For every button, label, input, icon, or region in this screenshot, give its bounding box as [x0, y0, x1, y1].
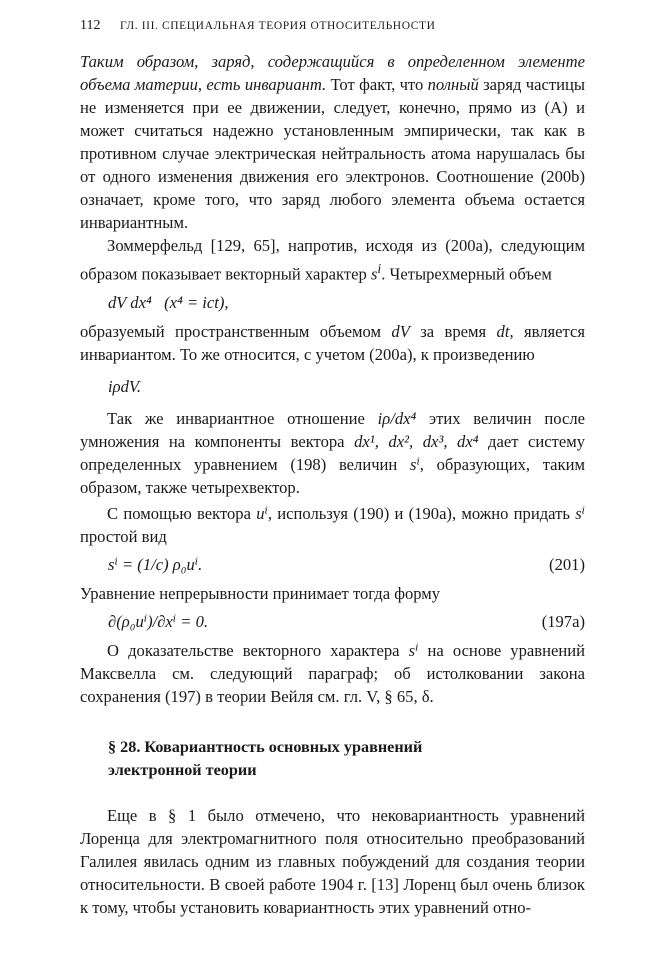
equation-body: ∂(ρ₀uⁱ)/∂xⁱ = 0.	[108, 611, 209, 631]
page-number: 112	[80, 18, 101, 33]
section-title-line-1: § 28. Ковариантность основных уравнений	[108, 737, 423, 756]
paragraph-four-vector: Так же инвариантное отношение iρ/dx⁴ этих величин после умножения на компоненты вектора dx¹, dx², dx³, dx⁴ дает систему определенных уравнением (198) величин sⁱ, образующих, таким образом, также четырехвектор.	[80, 408, 586, 497]
italic-statement: Таким образом, заряд, содержащийся в определенном элементе объема материи, есть инвариант.	[80, 52, 585, 94]
paragraph-invariant-charge: Таким образом, заряд, содержащийся в определенном элементе объема материи, есть инвариант. Тот факт, что полный заряд частицы не изменяется при ее движении, следует, конечно, прямо из (A) и может считаться надежно установленным эмпирически, так как в противном случае электрическая нейтральность атома нарушалась бы от одного изменения движения его электронов. Соотношение (200b) означает, кроме того, что заряд любого элемента объема остается инвариантным.	[80, 52, 585, 232]
book-page	[80, 14, 585, 919]
equation-four-volume: dV dx⁴ (x⁴ = ict),	[108, 292, 229, 312]
running-title: ГЛ. III. СПЕЦИАЛЬНАЯ ТЕОРИЯ ОТНОСИТЕЛЬНОСТИ	[120, 20, 436, 32]
equation-body: sⁱ = (1/c) ρ₀uⁱ.	[108, 554, 203, 574]
equation-number: (197a)	[541, 611, 585, 631]
paragraph-sommerfeld: Зоммерфельд [129, 65], напротив, исходя из (200a), следующим образом показывает векторный характер $s^i$. Четырехмерный объем	[80, 236, 585, 284]
paragraph-velocity-vector: С помощью вектора uⁱ, используя (190) и (190a), можно придать sⁱ простой вид	[80, 503, 585, 546]
paragraph-volume-invariant: образуемый пространственным объемом dV за время dt, является инвариантом. То же относится, с учетом (200a), к произведению	[80, 321, 585, 364]
paragraph-lorentz: Еще в § 1 было отмечено, что нековариантность уравнений Лоренца для электромагнитного поля относительно преобразований Галилея явилась одним из главных побуждений для создания теории относительности. В своей работе 1904 г. [13] Лоренц был очень близок к тому, чтобы установить ковариантность этих уравнений отно-	[80, 805, 585, 917]
equation-number: (201)	[549, 554, 585, 574]
section-title-line-2: электронной теории	[108, 760, 257, 779]
equation-product: iρdV.	[108, 376, 142, 396]
paragraph-continuity: Уравнение непрерывности принимает тогда форму	[80, 583, 441, 603]
paragraph-maxwell-reference: О доказательстве векторного характера sⁱ на основе уравнений Максвелла см. следующий параграф; об истолковании закона сохранения (197) в теории Вейля см. гл. V, § 65, δ.	[80, 640, 585, 706]
equation-201	[80, 553, 585, 576]
page-header	[80, 14, 585, 50]
equation-197a	[80, 610, 585, 633]
section-heading	[108, 736, 585, 782]
